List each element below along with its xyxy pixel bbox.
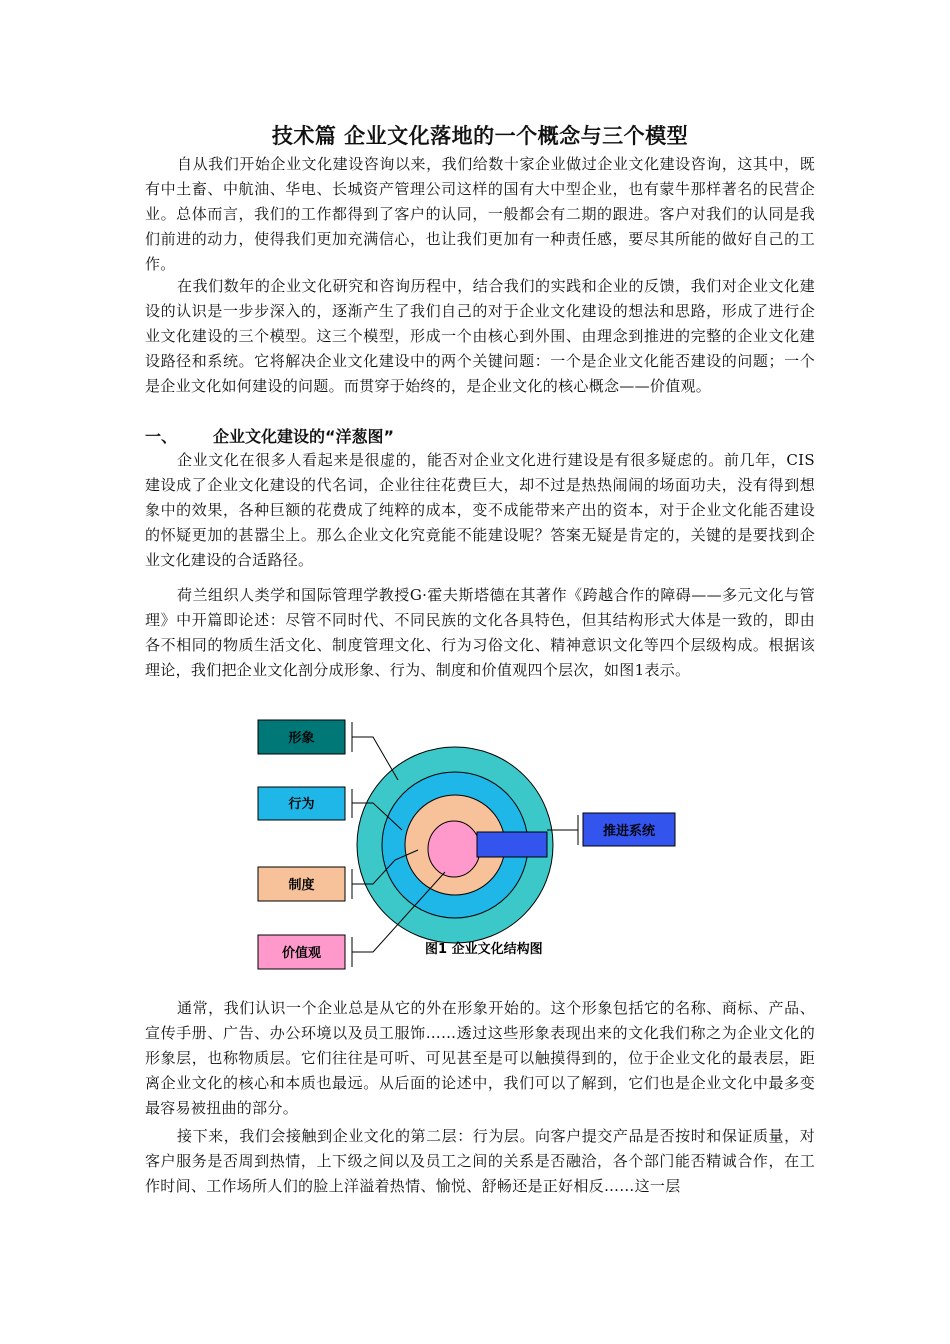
- label-system: 制度: [288, 878, 315, 893]
- page-title: 技术篇 企业文化落地的一个概念与三个模型: [271, 124, 689, 148]
- label-push-system: 推进系统: [602, 824, 656, 839]
- figure-caption: 图1 企业文化结构图: [425, 942, 543, 957]
- paragraph-5: 通常，我们认识一个企业总是从它的外在形象开始的。这个形象包括它的名称、商标、产品、宣传手册、广告、办公环境以及员工服饰……透过这些形象表现出来的文化我们称之为企业文化的形象层，也称物质层。它们往往是可听、可见甚至是可以触摸得到的，位于企业文化的最表层，距离企业文化的核心和本质也最远。从后面的论述中，我们可以了解到，它们也是企业文化中最多变最容易被扭曲的部分。: [145, 999, 815, 1117]
- label-behavior: 行为: [288, 797, 315, 812]
- paragraph-2: 在我们数年的企业文化研究和咨询历程中，结合我们的实践和企业的反馈，我们对企业文化建设的认识是一步步深入的，逐渐产生了我们自己的对于企业文化建设的想法和思路，形成了进行企业文化建设的三个模型。这三个模型，形成一个由核心到外围、由理念到推进的完整的企业文化建设路径和系统。它将解决企业文化建设中的两个关键问题：一个是企业文化能否建设的问题；一个是企业文化如何建设的问题。而贯穿于始终的，是企业文化的核心概念——价值观。: [145, 277, 815, 395]
- ring-values-core: [428, 821, 480, 877]
- section-heading-text: 企业文化建设的“洋葱图”: [213, 427, 395, 446]
- label-values: 价值观: [281, 946, 322, 961]
- paragraph-3: 企业文化在很多人看起来是很虚的，能否对企业文化进行建设是有很多疑虑的。前几年，CIS 建设成了企业文化建设的代名词，企业往往花费巨大，却不过是热热闹闹的场面功夫，没有得到想象中的效果，各种巨额的花费成了纯粹的成本，变不成能带来产出的资本，对于企业文化能否建设的怀疑更加的甚嚣尘上。那么企业文化究竟能不能建设呢？答案无疑是肯定的，关键的是要找到企业文化建设的合适路径。: [145, 451, 815, 569]
- push-system-bar: [477, 832, 547, 857]
- label-image: 形象: [288, 731, 315, 746]
- paragraph-1: 自从我们开始企业文化建设咨询以来，我们给数十家企业做过企业文化建设咨询，这其中，既有中土畜、中航油、华电、长城资产管理公司这样的国有大中型企业，也有蒙牛那样著名的民营企业。总体而言，我们的工作都得到了客户的认同，一般都会有二期的跟进。客户对我们的认同是我们前进的动力，使得我们更加充满信心，也让我们更加有一种责任感，要尽其所能的做好自己的工作。: [145, 155, 815, 273]
- paragraph-6: 接下来，我们会接触到企业文化的第二层：行为层。向客户提交产品是否按时和保证质量，对客户服务是否周到热情，上下级之间以及员工之间的关系是否融洽，各个部门能否精诚合作，在工作时间、工作场所人们的脸上洋溢着热情、愉悦、舒畅还是正好相反……这一层: [145, 1127, 815, 1195]
- paragraph-4: 荷兰组织人类学和国际管理学教授G·霍夫斯塔德在其著作《跨越合作的障碍——多元文化与管理》中开篇即论述：尽管不同时代、不同民族的文化各具特色，但其结构形式大体是一致的，即由各不相同的物质生活文化、制度管理文化、行为习俗文化、精神意识文化等四个层级构成。根据该理论，我们把企业文化剖分成形象、行为、制度和价值观四个层次，如图1表示。: [145, 586, 815, 679]
- section-number: 一、: [145, 427, 178, 446]
